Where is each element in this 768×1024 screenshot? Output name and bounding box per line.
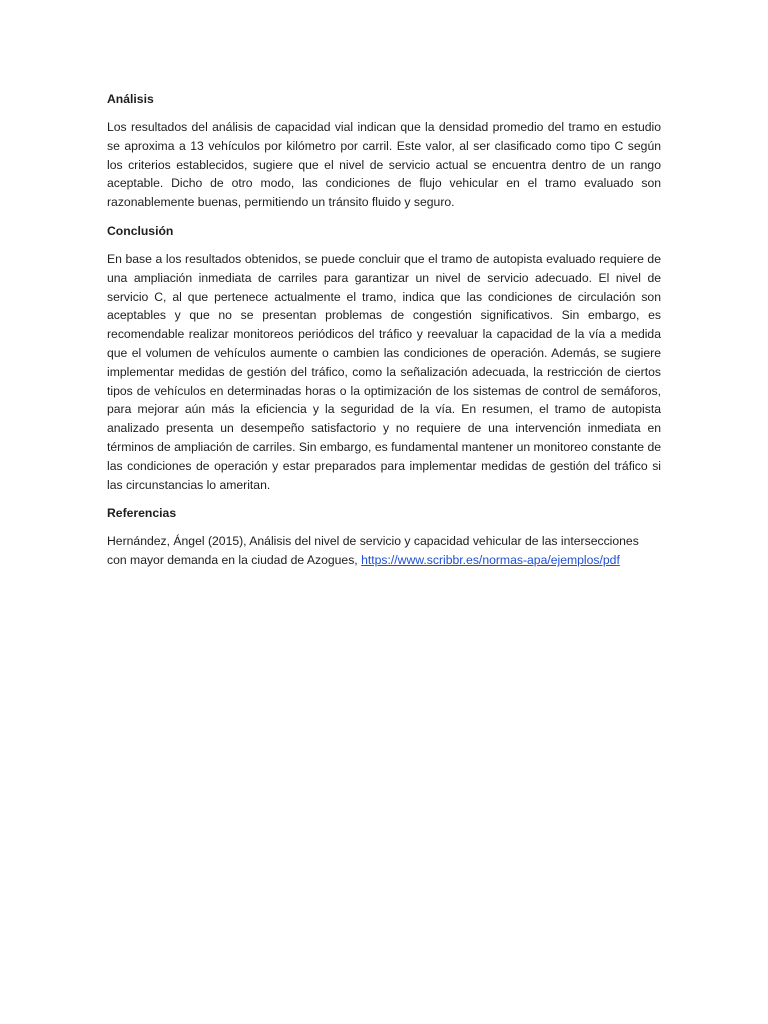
conclusion-heading: Conclusión — [107, 223, 174, 238]
referencias-heading: Referencias — [107, 506, 177, 521]
analisis-paragraph: Los resultados del análisis de capacidad vial indican que la densidad promedio del tramo en estudio se aproxima a 13 vehículos por kilómetro por carril. Este valor, al ser clasificado como tipo C según los criterios establecidos, sugiere que el nivel de servicio actual se encuentra dentro de un rango aceptable. Dicho de otro modo, las condiciones de flujo vehicular en el tramo evaluado son razonablemente buenas, permitiendo un tránsito fluido y seguro. — [107, 120, 661, 210]
analisis-heading: Análisis — [107, 92, 154, 106]
reference-link[interactable]: https://www.scribbr.es/normas-apa/ejemplos/pdf — [361, 553, 620, 568]
document-page — [107, 90, 661, 580]
reference-entry — [107, 532, 661, 570]
conclusion-paragraph: En base a los resultados obtenidos, se puede concluir que el tramo de autopista evaluado requiere de una ampliación inmediata de carriles para garantizar un nivel de servicio adecuado. El nivel de servicio C, al que pertenece actualmente el tramo, indica que las condiciones de circulación son aceptables y que no se presentan problemas de congestión significativos. Sin embargo, es recomendable realizar monitoreos periódicos del tráfico y reevaluar la capacidad de la vía a medida que el volumen de vehículos aumente o cambien las condiciones de operación. Además, se sugiere implementar medidas de gestión del tráfico, como la señalización adecuada, la restricción de ciertos tipos de vehículos en determinadas horas o la optimización de los sistemas de control de semáforos, para mejorar aún más la eficiencia y la seguridad de la vía. En resumen, el tramo de autopista analizado presenta un desempeño satisfactorio y no requiere de una intervención inmediata en términos de ampliación de carriles. Sin embargo, es fundamental mantener un monitoreo constante de las condiciones de operación y estar preparados para implementar medidas de gestión del tráfico si las circunstancias lo ameritan. — [107, 251, 661, 492]
reference-text: Hernández, Ángel (2015), Análisis del nivel de servicio y capacidad vehicular de las intersecciones con mayor demanda en la ciudad de Azogues, — [107, 534, 639, 568]
